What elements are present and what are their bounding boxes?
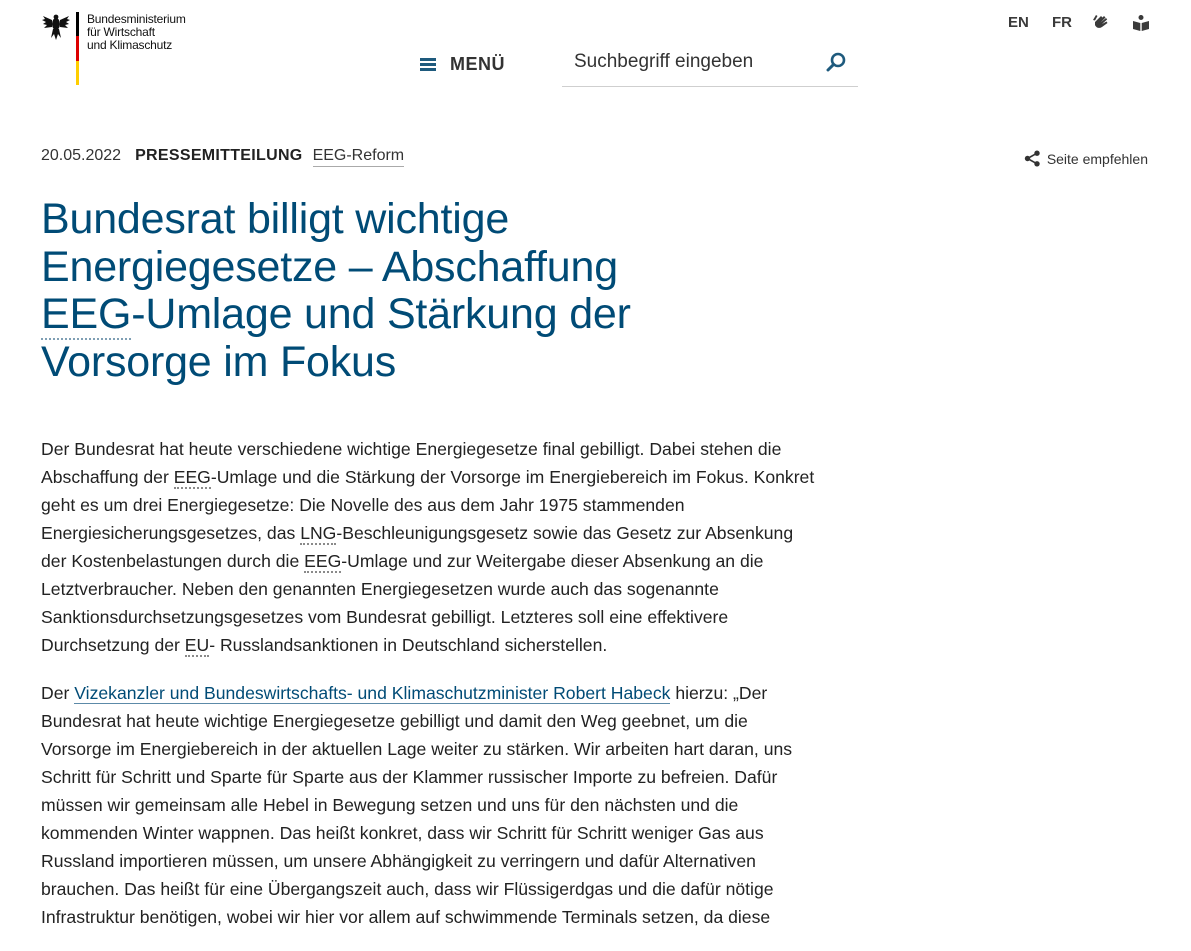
p1-text-2: -Umlage und die Stärkung der Vorsorge im Energiebereich im Fokus. Konkret geht es um drei Energiegesetze: Die Novelle des aus dem Jahr 1975 stammenden Energiesicherungsgesetzes, das — [41, 467, 815, 543]
flag-gold — [76, 61, 79, 85]
federal-eagle-icon — [42, 12, 70, 42]
paragraph-1 — [41, 435, 821, 659]
topic-tag-link[interactable]: EEG-Reform — [313, 147, 405, 167]
language-en-link[interactable]: EN — [1008, 14, 1029, 31]
title-line-2: Energiegesetze – Abschaffung — [41, 242, 618, 291]
p1-text-1: Der Bundesrat hat heute verschiedene wichtige Energiegesetze final gebilligt. Dabei stehen die Abschaffung der — [41, 439, 782, 487]
search-icon[interactable] — [826, 52, 846, 72]
share-button[interactable] — [1024, 150, 1148, 167]
ministry-name-line3: und Klimaschutz — [87, 38, 173, 52]
abbr-eeg[interactable]: EEG — [173, 467, 211, 487]
p1-text-5: - Russlandsanktionen in Deutschland sicherstellen. — [209, 635, 608, 655]
title-line-3: -Umlage und Stärkung der — [131, 290, 631, 338]
article-meta — [41, 147, 404, 167]
menu-label: MENÜ — [450, 54, 505, 74]
article-type: PRESSEMITTEILUNG — [135, 147, 303, 164]
share-label: Seite empfehlen — [1046, 150, 1148, 167]
ministry-logo[interactable] — [42, 12, 186, 85]
p1-text-4: -Umlage und zur Weitergabe dieser Absenkung an die Letztverbraucher. Neben den genannten Energiegesetzen wurde auch das sogenannte Sanktionsdurchsetzungsgesetzes vom Bundesrat gebilligt. Letzteres soll eine effektivere Durchsetzung der — [41, 551, 764, 655]
p2-text-1: Der — [41, 683, 75, 703]
p1-text-3: -Beschleunigungsgesetz sowie das Gesetz zur Absenkung der Kostenbelastungen durch die — [41, 523, 794, 571]
hamburger-line-2 — [420, 63, 436, 66]
ministry-name — [87, 12, 186, 85]
p2-text-2: hierzu: „Der Bundesrat hat heute wichtige Energiegesetze gebilligt und damit den Weg geebnet, um die Vorsorge im Energiebereich in der aktuellen Lage weiter zu stärken. Wir arbeiten hart daran, uns Schritt für Schritt und Sparte für Sparte aus der Klammer russischer Importe zu befreien. Dafür müssen wir gemeinsam alle Hebel in Bewegung setzen und uns für den nächsten und die kommenden Winter wappnen. Das heißt konkret, dass wir Schritt für Schritt weniger Gas aus Russland importieren müssen, um unsere Abhängigkeit zu verringern und dafür Alternativen brauchen. Das heißt für eine Übergangszeit auch, dass wir Flüssigerdgas und die dafür nötige Infrastruktur benötigen, wobei wir hier vor allem auf schwimmende Terminals setzen, da diese — [41, 683, 793, 927]
hamburger-line-3 — [420, 68, 436, 71]
flag-black — [76, 12, 79, 36]
book-icon[interactable] — [1132, 14, 1150, 32]
ministry-name-line1: Bundesministerium — [87, 12, 186, 26]
hamburger-icon — [420, 58, 436, 71]
language-fr-link[interactable]: FR — [1052, 14, 1072, 31]
article-body — [41, 435, 821, 951]
page-title — [41, 196, 681, 386]
paragraph-2 — [41, 679, 821, 931]
hand-icon[interactable] — [1092, 12, 1110, 30]
search-input[interactable] — [574, 48, 814, 76]
share-icon — [1024, 150, 1041, 167]
minister-link[interactable]: Vizekanzler und Bundeswirtschafts- und Klimaschutzminister Robert Habeck — [74, 683, 671, 703]
article-date: 20.05.2022 — [41, 147, 122, 164]
search-bar — [562, 40, 858, 87]
abbr-lng[interactable]: LNG — [300, 523, 337, 543]
title-line-4: Vorsorge im Fokus — [41, 337, 397, 386]
menu-button[interactable] — [420, 54, 505, 75]
hamburger-line-1 — [420, 58, 436, 61]
title-abbr-eeg[interactable]: EEG — [41, 290, 132, 338]
ministry-name-line2: für Wirtschaft — [87, 25, 155, 39]
flag-red — [76, 36, 79, 60]
abbr-eu[interactable]: EU — [184, 635, 210, 655]
title-line-1: Bundesrat billigt wichtige — [41, 195, 510, 243]
abbr-eeg-2[interactable]: EEG — [304, 551, 342, 571]
german-flag-bar — [76, 12, 79, 85]
